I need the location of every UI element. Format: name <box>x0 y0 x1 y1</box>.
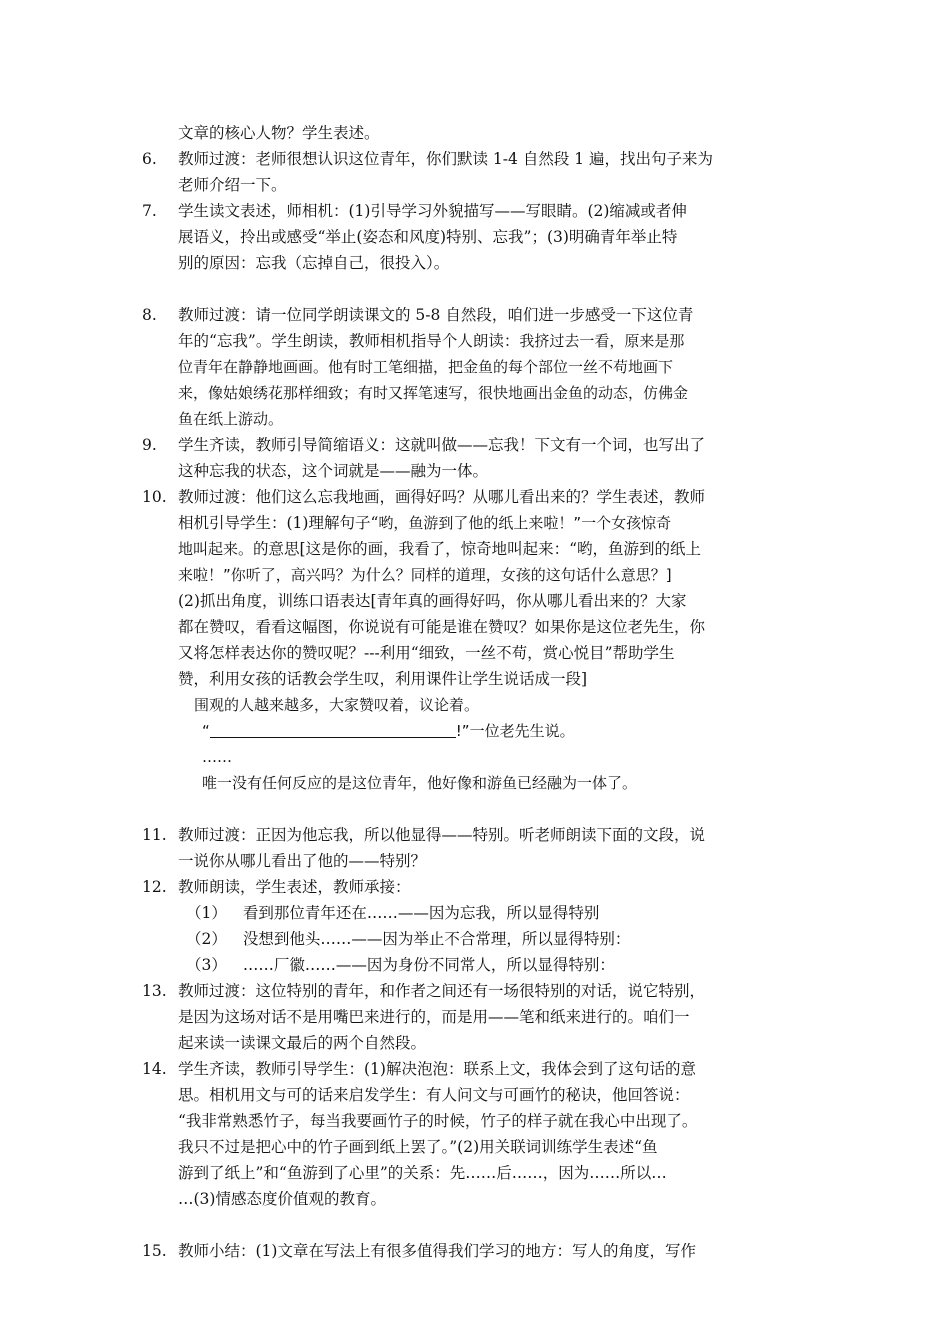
sub-item-text: ……厂徽……——因为身份不同常人，所以显得特别： <box>242 956 615 974</box>
text-line: 又将怎样表达你的赞叹呢？---利用“细致，一丝不苟，赏心悦目”帮助学生 <box>178 644 675 662</box>
sub-item-text: 没想到他头……——因为举止不合常理，所以显得特别： <box>242 930 631 948</box>
text-segment: !”一位老先生说。 <box>455 722 575 740</box>
list-item-12 <box>140 874 812 900</box>
text-segment: 的意思[这是你的画，我看了，惊奇地叫起来：“哟，鱼游到的纸上 <box>253 540 701 558</box>
blank-line <box>140 796 812 822</box>
open-quote: “ <box>202 722 210 740</box>
blank-line <box>140 276 812 302</box>
text-line: 这种忘我的状态，这个词就是——融为一体。 <box>178 462 489 480</box>
text-line: 教师过渡：他们这么忘我地画，画得好吗？从哪儿看出来的？学生表述，教师 <box>178 488 706 506</box>
text-line: 起来读一读课文最后的两个自然段。 <box>178 1034 427 1052</box>
item-number: 8. <box>142 306 157 324</box>
list-item-13 <box>140 978 812 1056</box>
fill-in-blank <box>210 719 456 738</box>
ellipsis-line: …… <box>202 748 232 766</box>
list-item-14 <box>140 1056 812 1212</box>
list-item-15 <box>140 1238 812 1264</box>
item-number: 11. <box>142 826 167 844</box>
text-segment: 年的“忘我”。学生朗读，教师相机指导个人朗读： <box>178 332 520 350</box>
text-line: 文章的核心人物？学生表述。 <box>178 124 380 142</box>
text-line: 游到了纸上”和“鱼游到了心里”的关系：先……后……，因为……所以… <box>178 1164 667 1182</box>
text-line: 一说你从哪儿看出了他的——特别？ <box>178 852 427 870</box>
text-line: 学生齐读，教师引导简缩语义：这就叫做——忘我！下文有一个词，也写出了 <box>178 436 706 454</box>
quoted-passage: 地叫起来。 <box>178 540 254 558</box>
item-number: 10. <box>142 488 167 506</box>
text-line: 都在赞叹，看看这幅图，你说说有可能是谁在赞叹？如果你是这位老先生，你 <box>178 618 706 636</box>
exercise-passage-line <box>140 718 812 744</box>
text-line: 教师过渡：这位特别的青年，和作者之间还有一场很特别的对话，说它特别， <box>178 982 706 1000</box>
item-number: 13. <box>142 982 167 1000</box>
text-line: 教师朗读，学生表述，教师承接： <box>178 878 411 896</box>
item-number: 15. <box>142 1242 167 1260</box>
text-line <box>178 328 812 354</box>
list-item-7 <box>140 198 812 276</box>
item-number: 14. <box>142 1060 167 1078</box>
list-item-8 <box>140 302 812 432</box>
quoted-passage-line: 鱼在纸上游动。 <box>178 410 284 428</box>
text-line: 是因为这场对话不是用嘴巴来进行的，而是用——笔和纸来进行的。咱们一 <box>178 1008 690 1026</box>
text-line: 学生齐读，教师引导学生：(1)解决泡泡：联系上文，我体会到了这句话的意 <box>178 1060 696 1078</box>
text-line: 学生读文表述，师相机：(1)引导学习外貌描写——写眼睛。(2)缩减或者伸 <box>178 202 687 220</box>
text-line: 来啦！”你听了，高兴吗？为什么？同样的道理，女孩的这句话什么意思？] <box>178 566 672 584</box>
text-line: 老师介绍一下。 <box>178 176 287 194</box>
text-line: 展语义，拎出或感受“举止(姿态和风度)特别、忘我”；(3)明确青年举止特 <box>178 228 678 246</box>
sub-item-number: （1） <box>186 904 227 922</box>
quoted-passage-line: 位青年在静静地画画。他有时工笔细描，把金鱼的每个部位一丝不苟地画下 <box>178 358 674 376</box>
text-line: 思。相机用文与可的话来启发学生：有人问文与可画竹的秘诀，他回答说： <box>178 1086 690 1104</box>
text-line: 教师过渡：正因为他忘我，所以他显得——特别。听老师朗读下面的文段，说 <box>178 826 706 844</box>
sub-item-1 <box>140 900 812 926</box>
lesson-plan-text <box>140 120 812 1264</box>
text-line: 教师过渡：请一位同学朗读课文的 5-8 自然段，咱们进一步感受一下这位青 <box>178 306 694 324</box>
quoted-passage: 我挤过去一看，原来是那 <box>519 332 685 350</box>
text-line: …(3)情感态度价值观的教育。 <box>178 1190 386 1208</box>
text-segment: 相机引导学生：(1)理解句子“ <box>178 514 379 532</box>
quoted-passage-line: 来，像姑娘绣花那样细致；有时又挥笔速写，很快地画出金鱼的动态，仿佛金 <box>178 384 689 402</box>
text-line <box>178 536 812 562</box>
text-line: 教师过渡：老师很想认识这位青年，你们默读 1-4 自然段 1 遍，找出句子来为 <box>178 150 714 168</box>
item-number: 9. <box>142 436 157 454</box>
text-line: (2)抓出角度，训练口语表达[青年真的画得好吗，你从哪儿看出来的？大家 <box>178 592 687 610</box>
sub-item-number: （2） <box>186 930 227 948</box>
text-line: 赞，利用女孩的话教会学生叹，利用课件让学生说话成一段] <box>178 670 588 688</box>
item-number: 7. <box>142 202 157 220</box>
item-number: 6. <box>142 150 157 168</box>
blank-line <box>140 1212 812 1238</box>
sub-item-3 <box>140 952 812 978</box>
text-line: “我非常熟悉竹子，每当我要画竹子的时候，竹子的样子就在我心中出现了。 <box>178 1112 698 1130</box>
sub-item-2 <box>140 926 812 952</box>
item-number: 12. <box>142 878 167 896</box>
quoted-passage: 哟，鱼游到了他的纸上来啦！”一个女孩惊奇 <box>378 514 672 532</box>
text-line <box>178 510 812 536</box>
exercise-passage-line: 唯一没有任何反应的是这位青年，他好像和游鱼已经融为一体了。 <box>202 774 638 792</box>
text-line: 别的原因：忘我（忘掉自己，很投入）。 <box>178 254 450 272</box>
exercise-passage-line: 围观的人越来越多，大家赞叹着，议论着。 <box>194 696 480 714</box>
text-line: 我只不过是把心中的竹子画到纸上罢了。”(2)用关联词训练学生表述“鱼 <box>178 1138 658 1156</box>
list-item-10 <box>140 484 812 692</box>
list-item-9 <box>140 432 812 484</box>
text-line: 教师小结：(1)文章在写法上有很多值得我们学习的地方：写人的角度，写作 <box>178 1242 696 1260</box>
list-item-6 <box>140 146 812 198</box>
list-item-11 <box>140 822 812 874</box>
sub-item-text: 看到那位青年还在……——因为忘我，所以显得特别 <box>242 904 600 922</box>
sub-item-number: （3） <box>186 956 227 974</box>
